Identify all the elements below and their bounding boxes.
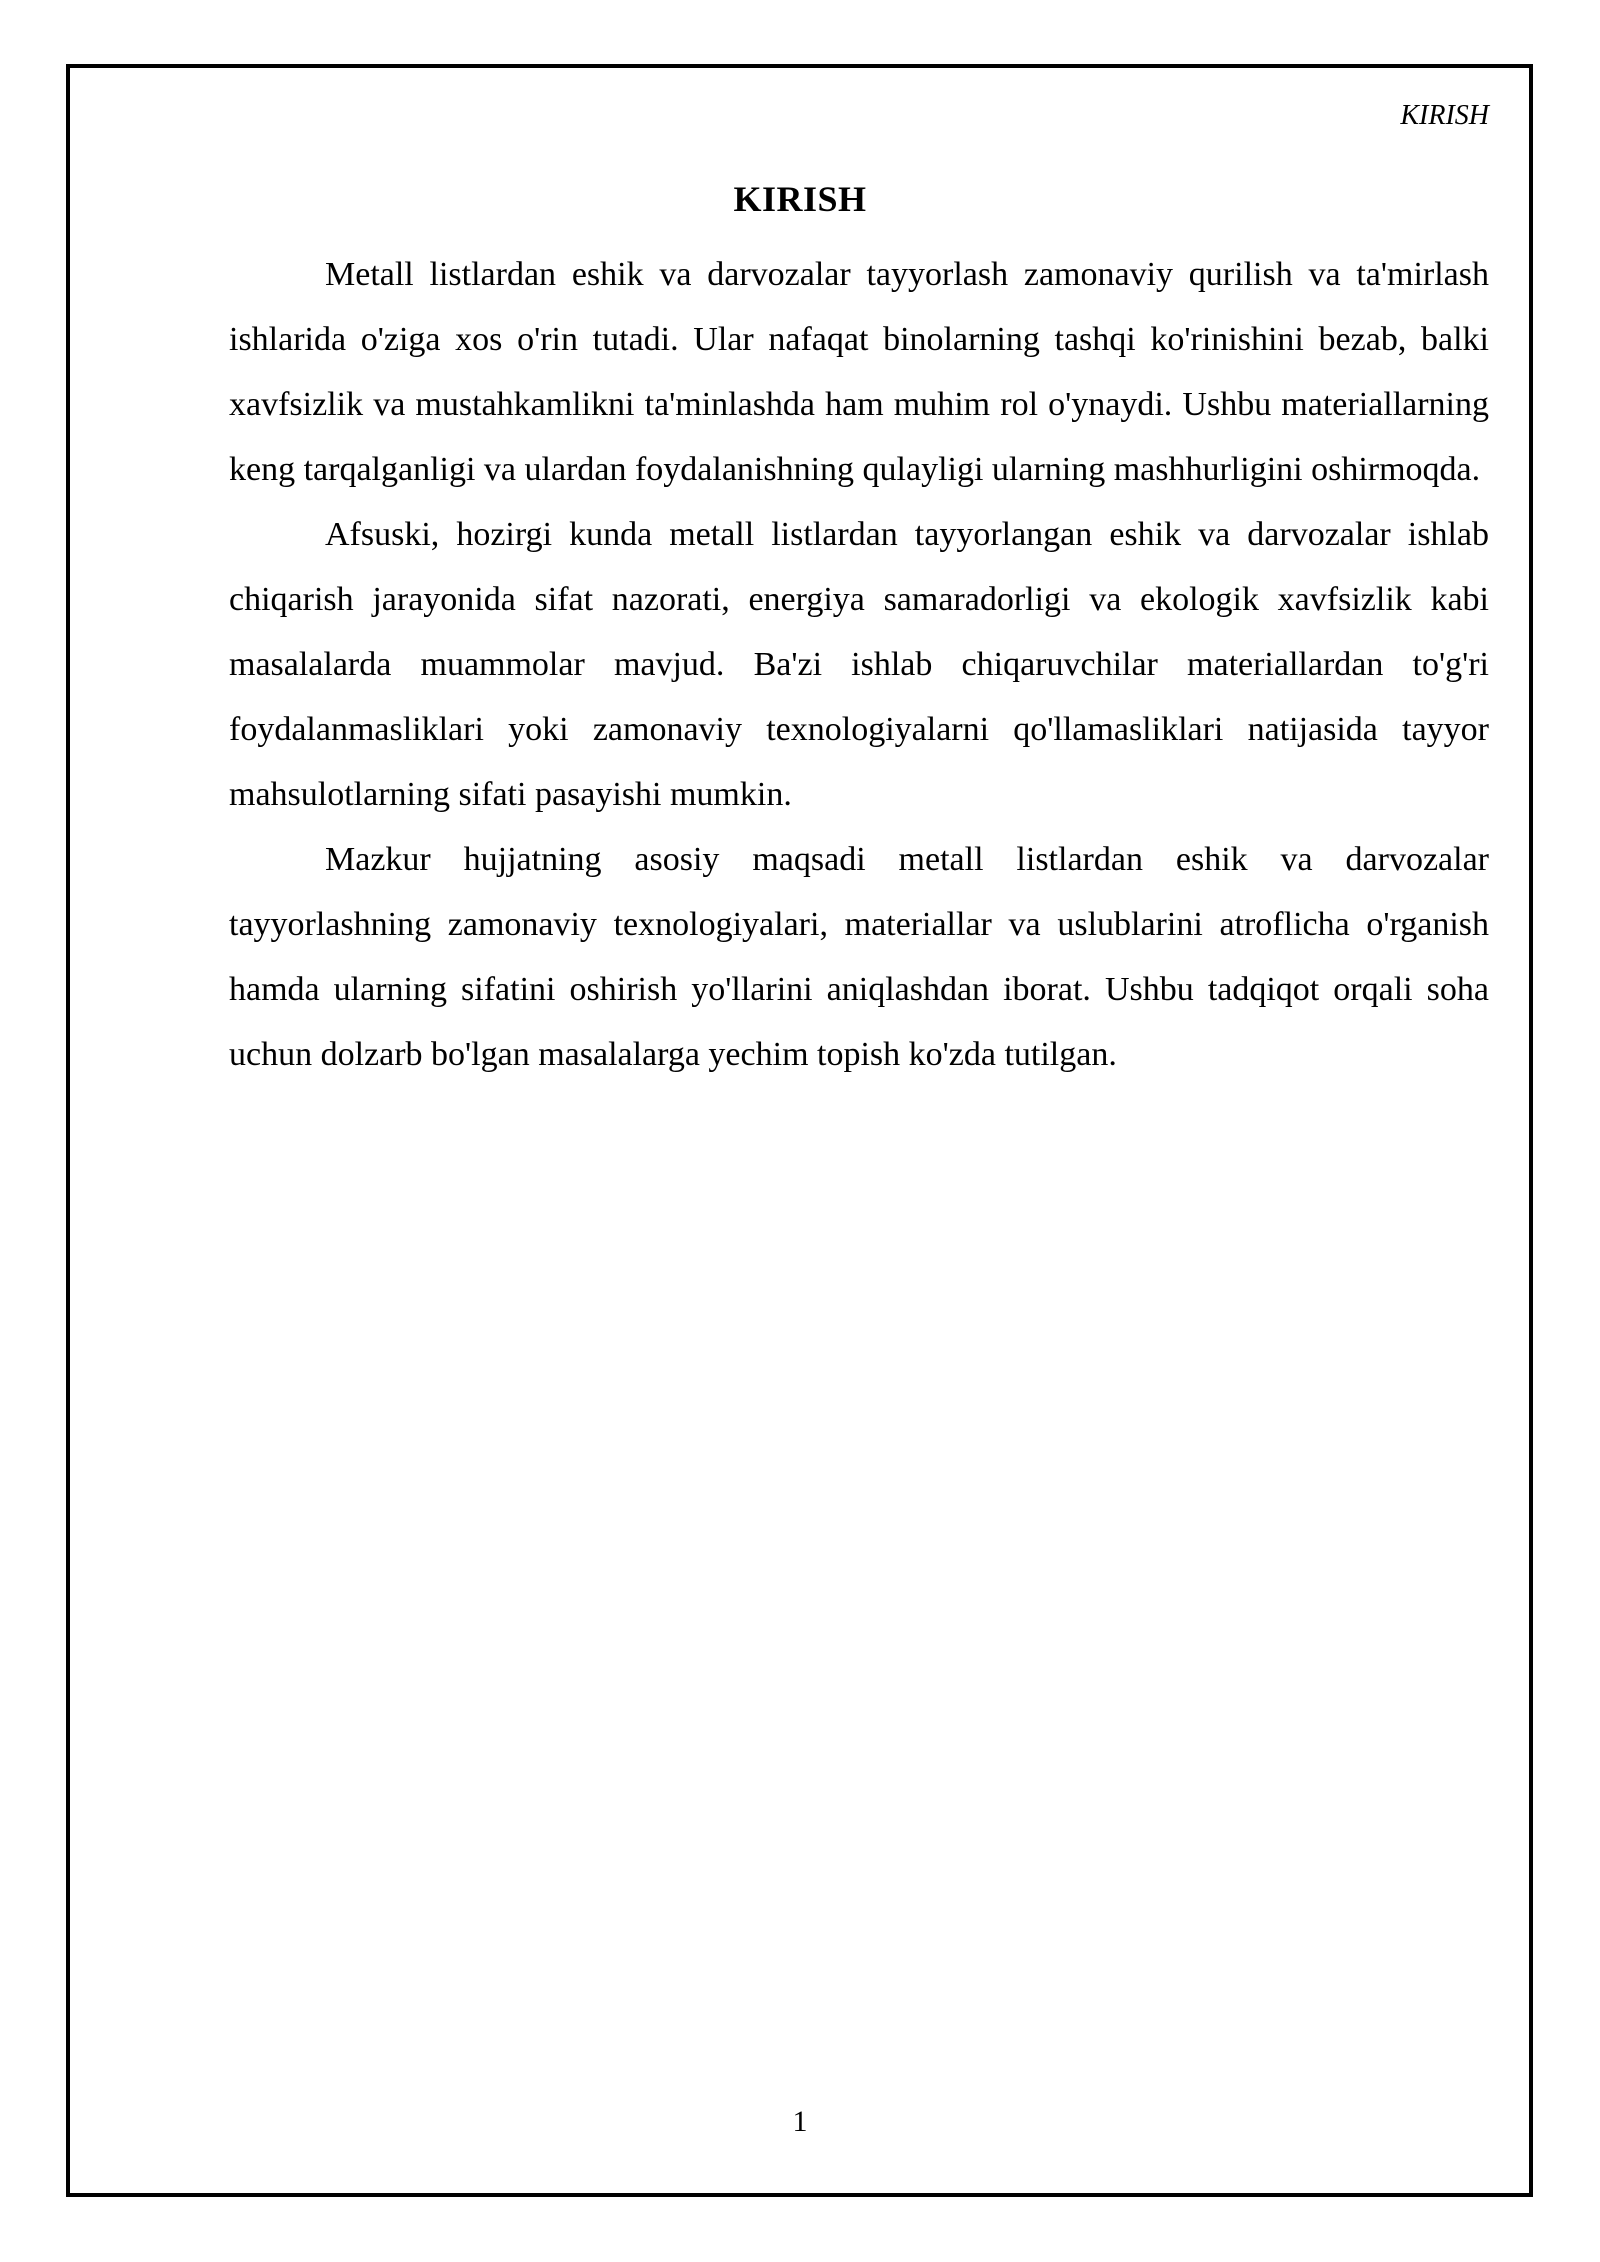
paragraph-2: Afsuski, hozirgi kunda metall listlardan tayyorlangan eshik va darvozalar ishlab chiqarish jarayonida sifat nazorati, energiya samaradorligi va ekologik xavfsizlik kabi masalalarda muammolar mavjud. Ba'zi ishlab chiqaruvchilar materiallardan to'g'ri foydalanmasliklari yoki zamonaviy texnologiyalarni qo'llamasliklari natijasida tayyor mahsulotlarning sifati pasayishi mumkin. [229, 516, 1489, 813]
paragraph-1: Metall listlardan eshik va darvozalar tayyorlash zamonaviy qurilish va ta'mirlash ishlarida o'ziga xos o'rin tutadi. Ular nafaqat binolarning tashqi ko'rinishini bezab, balki xavfsizlik va mustahkamlikni ta'minlashda ham muhim rol o'ynaydi. Ushbu materiallarning keng tarqalganligi va ulardan foydalanishning qulayligi ularning mashhurligini oshirmoqda. [229, 256, 1489, 488]
section-title: KIRISH [733, 179, 867, 220]
body-text [229, 242, 1489, 1087]
paragraph-3: Mazkur hujjatning asosiy maqsadi metall listlardan eshik va darvozalar tayyorlashning zamonaviy texnologiyalari, materiallar va uslublarini atroflicha o'rganish hamda ularning sifatini oshirish yo'llarini aniqlashdan iborat. Ushbu tadqiqot orqali soha uchun dolzarb bo'lgan masalalarga yechim topish ko'zda tutilgan. [229, 841, 1489, 1073]
page-number: 1 [792, 2105, 808, 2138]
running-header: KIRISH [1400, 100, 1489, 131]
